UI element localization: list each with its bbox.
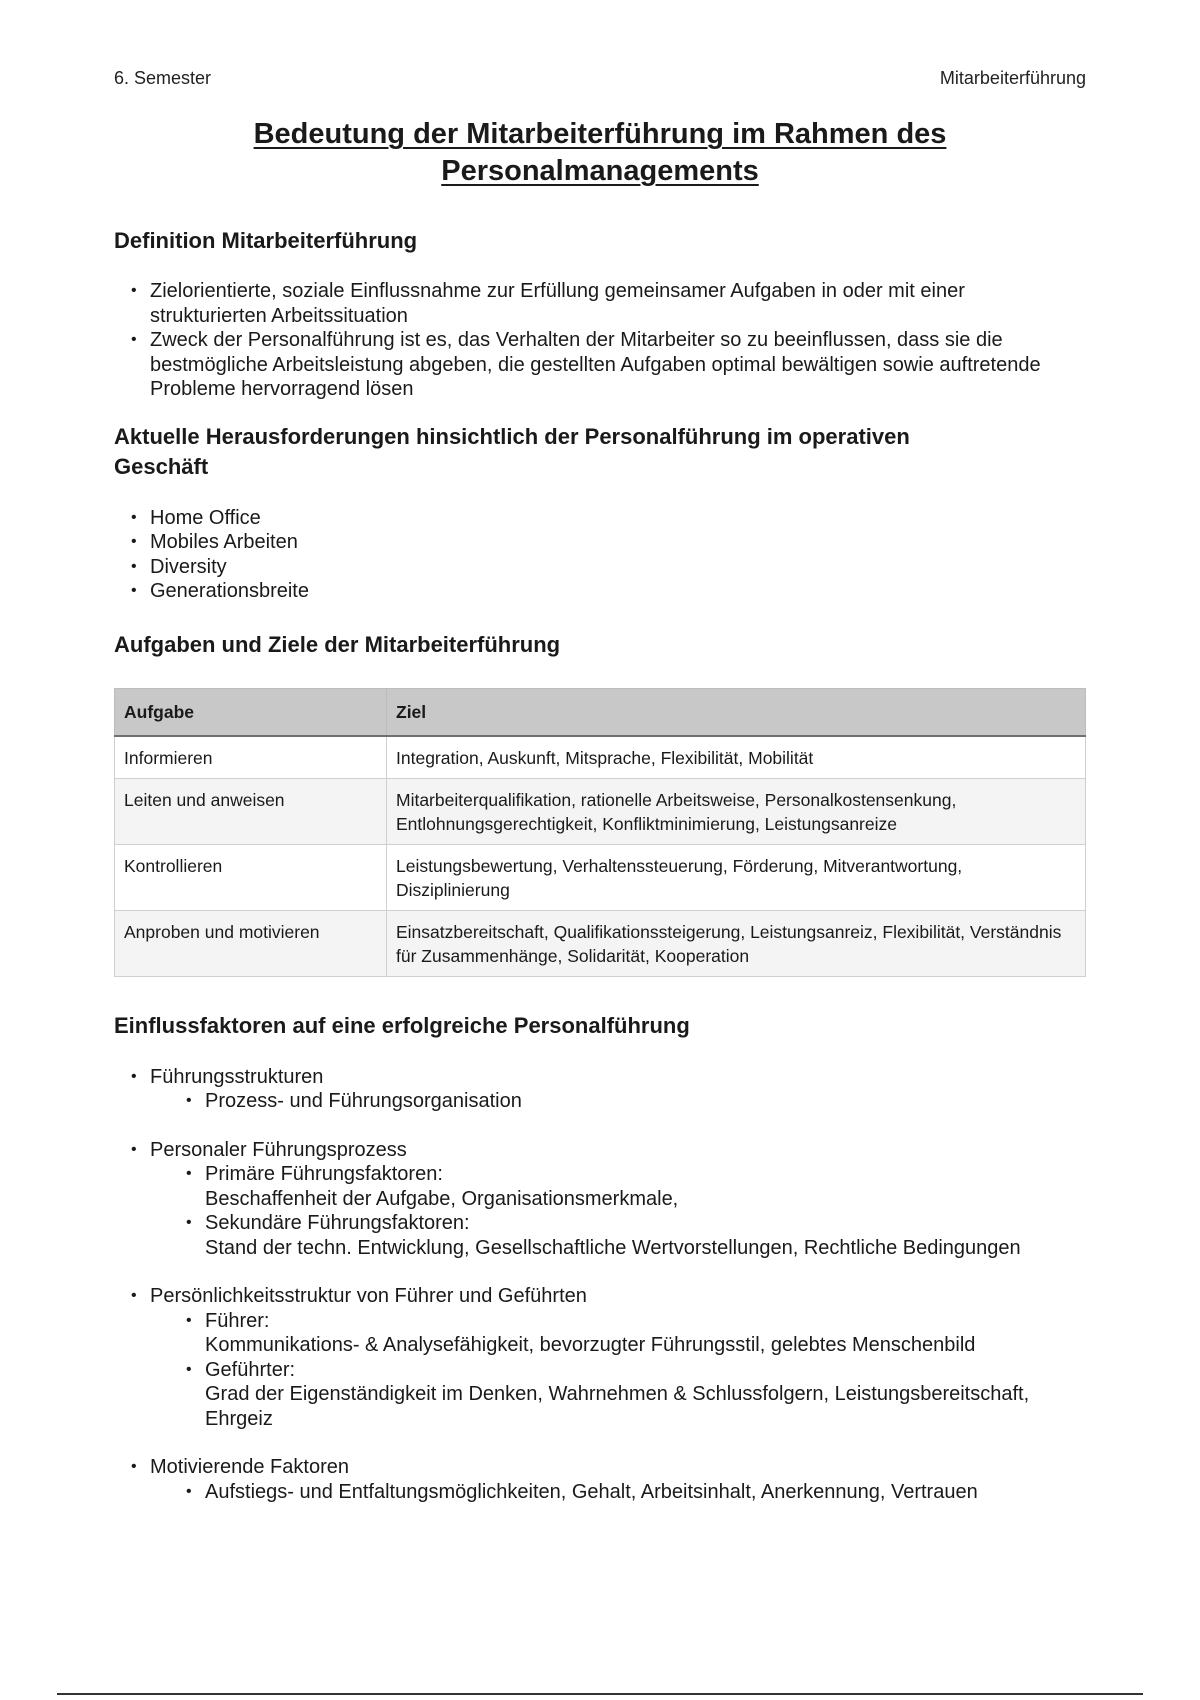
factor-group-label: Motivierende Faktoren: [150, 1456, 349, 1478]
challenges-list: [114, 506, 1086, 604]
sub-list-item: [150, 1480, 1086, 1505]
page-title: [114, 116, 1086, 190]
factors-section: [114, 1011, 1086, 1505]
table-row: [115, 910, 1086, 976]
factors-heading: Einflussfaktoren auf eine erfolgreiche Personalführung: [114, 1012, 690, 1038]
definition-heading: Definition Mitarbeiterführung: [114, 228, 418, 253]
list-item: [114, 1284, 1086, 1431]
challenges-heading-line-2: Geschäft: [114, 453, 209, 479]
sub-list-item: [150, 1309, 1086, 1358]
sub-item-label: Sekundäre Führungsfaktoren:: [205, 1212, 470, 1234]
sub-list: [150, 1480, 1086, 1505]
list-item: • Zielorientierte, soziale Einflussnahme zur Erfüllung gemeinsamer Aufgaben in oder mit einer strukturierten Arbeitssituation: [114, 279, 1086, 328]
table-cell-ziel: Leistungsbewertung, Verhaltenssteuerung, Förderung, Mitverantwortung, Disziplinierung: [387, 844, 1086, 910]
table-cell-aufgabe: Informieren: [115, 736, 387, 779]
document-page: [114, 68, 1086, 1504]
factors-list: [114, 1065, 1086, 1505]
page-header: [114, 68, 1086, 94]
table-row: [115, 844, 1086, 910]
sub-item-detail: Kommunikations- & Analysefähigkeit, bevorzugter Führungsstil, gelebtes Menschenbild: [205, 1334, 976, 1356]
definition-section: [114, 226, 1086, 402]
table-cell-aufgabe: Anproben und motivieren: [115, 910, 387, 976]
list-item: [114, 1065, 1086, 1114]
table-row: [115, 736, 1086, 779]
sub-item-detail: Beschaffenheit der Aufgabe, Organisationsmerkmale,: [205, 1187, 679, 1210]
sub-item-label: Primäre Führungsfaktoren:: [205, 1163, 443, 1185]
tasks-section: [114, 630, 1086, 977]
challenges-heading: [114, 422, 1086, 482]
table-cell-ziel: Einsatzbereitschaft, Qualifikationssteigerung, Leistungsanreiz, Flexibilität, Verständnis für Zusammenhänge, Solidarität, Kooperation: [387, 910, 1086, 976]
table-row: [115, 778, 1086, 844]
challenges-heading-line-1: Aktuelle Herausforderungen hinsichtlich der Personalführung im operativen: [114, 423, 910, 449]
table-cell-ziel: Integration, Auskunft, Mitsprache, Flexibilität, Mobilität: [387, 736, 1086, 779]
sub-list: [150, 1309, 1086, 1432]
list-item: [114, 1138, 1086, 1261]
list-item: [114, 1455, 1086, 1504]
sub-item-label: Führer:: [205, 1309, 270, 1332]
sub-list-item: [150, 1162, 1086, 1211]
factor-group-label: Personaler Führungsprozess: [150, 1138, 407, 1161]
list-item: • Mobiles Arbeiten: [114, 530, 1086, 555]
table-cell-ziel: Mitarbeiterqualifikation, rationelle Arbeitsweise, Personalkostensenkung, Entlohnungsgerechtigkeit, Konfliktminimierung, Leistungsanreize: [387, 778, 1086, 844]
list-item: • Zweck der Personalführung ist es, das Verhalten der Mitarbeiter so zu beeinflussen, dass sie die bestmögliche Arbeitsleistung abgeben, die gestellten Aufgaben optimal bewältigen sowie auftretende Probleme hervorragend lösen: [114, 328, 1086, 402]
table-header-row: [115, 688, 1086, 736]
factor-group-label: Persönlichkeitsstruktur von Führer und Geführten: [150, 1285, 587, 1307]
sub-item-detail: Grad der Eigenständigkeit im Denken, Wahrnehmen & Schlussfolgern, Leistungsbereitschaft, Ehrgeiz: [205, 1383, 1030, 1430]
sub-item-detail: Stand der techn. Entwicklung, Gesellschaftliche Wertvorstellungen, Rechtliche Bedingungen: [205, 1236, 1021, 1259]
sub-list: [150, 1162, 1086, 1260]
sub-list: [150, 1089, 1086, 1114]
definition-list: [114, 279, 1086, 402]
title-line-2: Personalmanagements: [441, 155, 759, 187]
sub-item-label: Aufstiegs- und Entfaltungsmöglichkeiten, Gehalt, Arbeitsinhalt, Anerkennung, Vertrauen: [205, 1480, 978, 1503]
list-item: • Generationsbreite: [114, 579, 1086, 604]
table-cell-aufgabe: Kontrollieren: [115, 844, 387, 910]
tasks-heading: Aufgaben und Ziele der Mitarbeiterführung: [114, 631, 561, 657]
list-item: • Diversity: [114, 555, 1086, 580]
column-header-ziel: Ziel: [387, 688, 1086, 736]
tasks-table: [114, 688, 1086, 977]
challenges-section: [114, 422, 1086, 604]
sub-list-item: [150, 1211, 1086, 1260]
title-line-1: Bedeutung der Mitarbeiterführung im Rahmen des: [253, 118, 947, 150]
header-subject: Mitarbeiterführung: [939, 68, 1086, 88]
sub-item-label: Geführter:: [205, 1358, 296, 1381]
column-header-aufgabe: Aufgabe: [115, 688, 387, 736]
header-semester: 6. Semester: [114, 68, 212, 88]
footer-divider: [57, 1693, 1143, 1695]
sub-item-label: Prozess- und Führungsorganisation: [205, 1090, 522, 1112]
list-item: • Home Office: [114, 506, 1086, 531]
factor-group-label: Führungsstrukturen: [150, 1065, 324, 1088]
sub-list-item: [150, 1089, 1086, 1114]
table-cell-aufgabe: Leiten und anweisen: [115, 778, 387, 844]
sub-list-item: [150, 1358, 1086, 1432]
